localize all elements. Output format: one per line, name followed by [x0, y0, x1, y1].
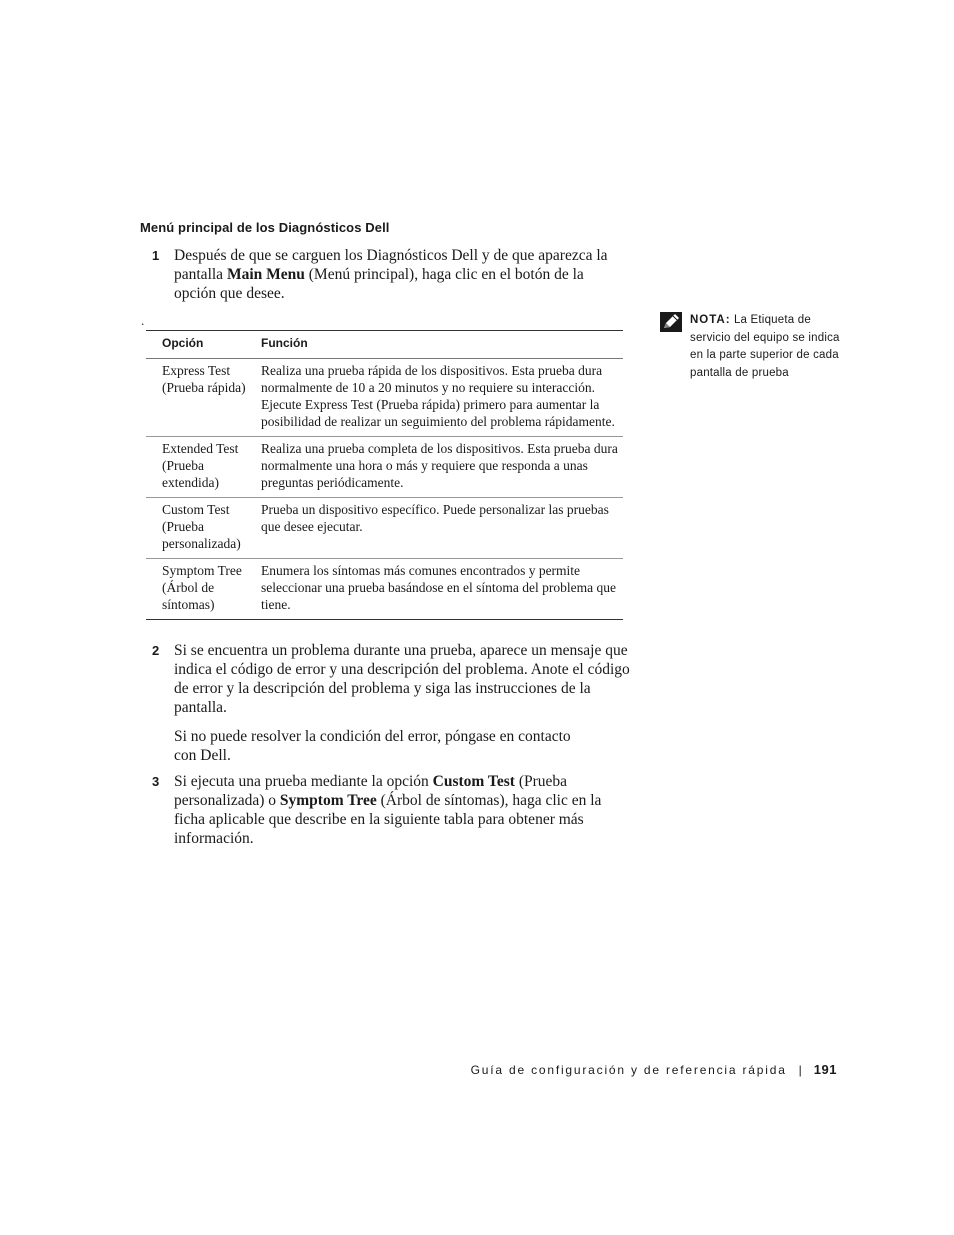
- options-table: [146, 330, 623, 620]
- footer-separator: |: [798, 1063, 802, 1077]
- step-3-text: Si ejecuta una prueba mediante la opción Custom Test (Prueba personalizada) o Symptom Tree (Árbol de síntomas), haga clic en la ficha aplicable que describe en la siguiente tabla para obtener más información.: [174, 773, 602, 847]
- cell-option: Extended Test (Prueba extendida): [146, 437, 261, 498]
- main-menu-term: Main Menu: [226, 266, 305, 283]
- table-row: [146, 359, 623, 437]
- table-row: [146, 437, 623, 498]
- cell-function: Enumera los síntomas más comunes encontrados y permite seleccionar una prueba basándose en el síntoma del problema que tiene.: [261, 559, 623, 620]
- stray-dot: .: [141, 313, 145, 328]
- cell-option: Custom Test (Prueba personalizada): [146, 498, 261, 559]
- section-heading: Menú principal de los Diagnósticos Dell: [140, 220, 390, 235]
- cell-function: Realiza una prueba rápida de los dispositivos. Esta prueba dura normalmente de 10 a 20 minutos y no requiere su interacción. Ejecute Express Test (Prueba rápida) primero para aumentar la posibilidad de realizar un seguimiento del problema rápidamente.: [261, 359, 623, 437]
- cell-function: Realiza una prueba completa de los dispositivos. Esta prueba dura normalmente una hora o más y requiere que responda a unas preguntas periódicamente.: [261, 437, 623, 498]
- cell-option: Express Test (Prueba rápida): [146, 359, 261, 437]
- step-3: [140, 772, 630, 848]
- step-2: [140, 641, 630, 765]
- page-number: 191: [813, 1062, 837, 1077]
- symptom-tree-term: Symptom Tree: [279, 792, 377, 809]
- cell-function: Prueba un dispositivo específico. Puede personalizar las pruebas que desee ejecutar.: [261, 498, 623, 559]
- step-2-contact-text: Si no puede resolver la condición del error, póngase en contacto con Dell.: [174, 728, 571, 764]
- pencil-note-icon: [660, 312, 682, 332]
- custom-test-term: Custom Test: [432, 773, 515, 790]
- footer-title: Guía de configuración y de referencia rápida: [470, 1063, 787, 1077]
- header-function: Función: [261, 331, 623, 359]
- step-1: [140, 246, 630, 303]
- header-option: Opción: [146, 331, 261, 359]
- cell-option: Symptom Tree (Árbol de síntomas): [146, 559, 261, 620]
- step-number: 1: [152, 248, 160, 263]
- table-row: [146, 498, 623, 559]
- table-row: [146, 559, 623, 620]
- step-number: 3: [152, 774, 160, 789]
- note-label: NOTA:: [690, 314, 731, 326]
- step-2-text: Si se encuentra un problema durante una prueba, aparece un mensaje que indica el código de error y una descripción del problema. Anote el código de error y la descripción del problema y siga las instrucciones de la pantalla.: [174, 642, 630, 716]
- step-number: 2: [152, 643, 160, 658]
- table-header-row: [146, 331, 623, 359]
- note-text: NOTA: La Etiqueta de servicio del equipo se indica en la parte superior de cada pantalla de prueba: [690, 314, 840, 379]
- page-footer: [471, 1062, 837, 1077]
- note-box: [660, 312, 850, 382]
- step-1-text: Después de que se carguen los Diagnósticos Dell y de que aparezca la pantalla Main Menu (Menú principal), haga clic en el botón de la opción que desee.: [174, 247, 608, 302]
